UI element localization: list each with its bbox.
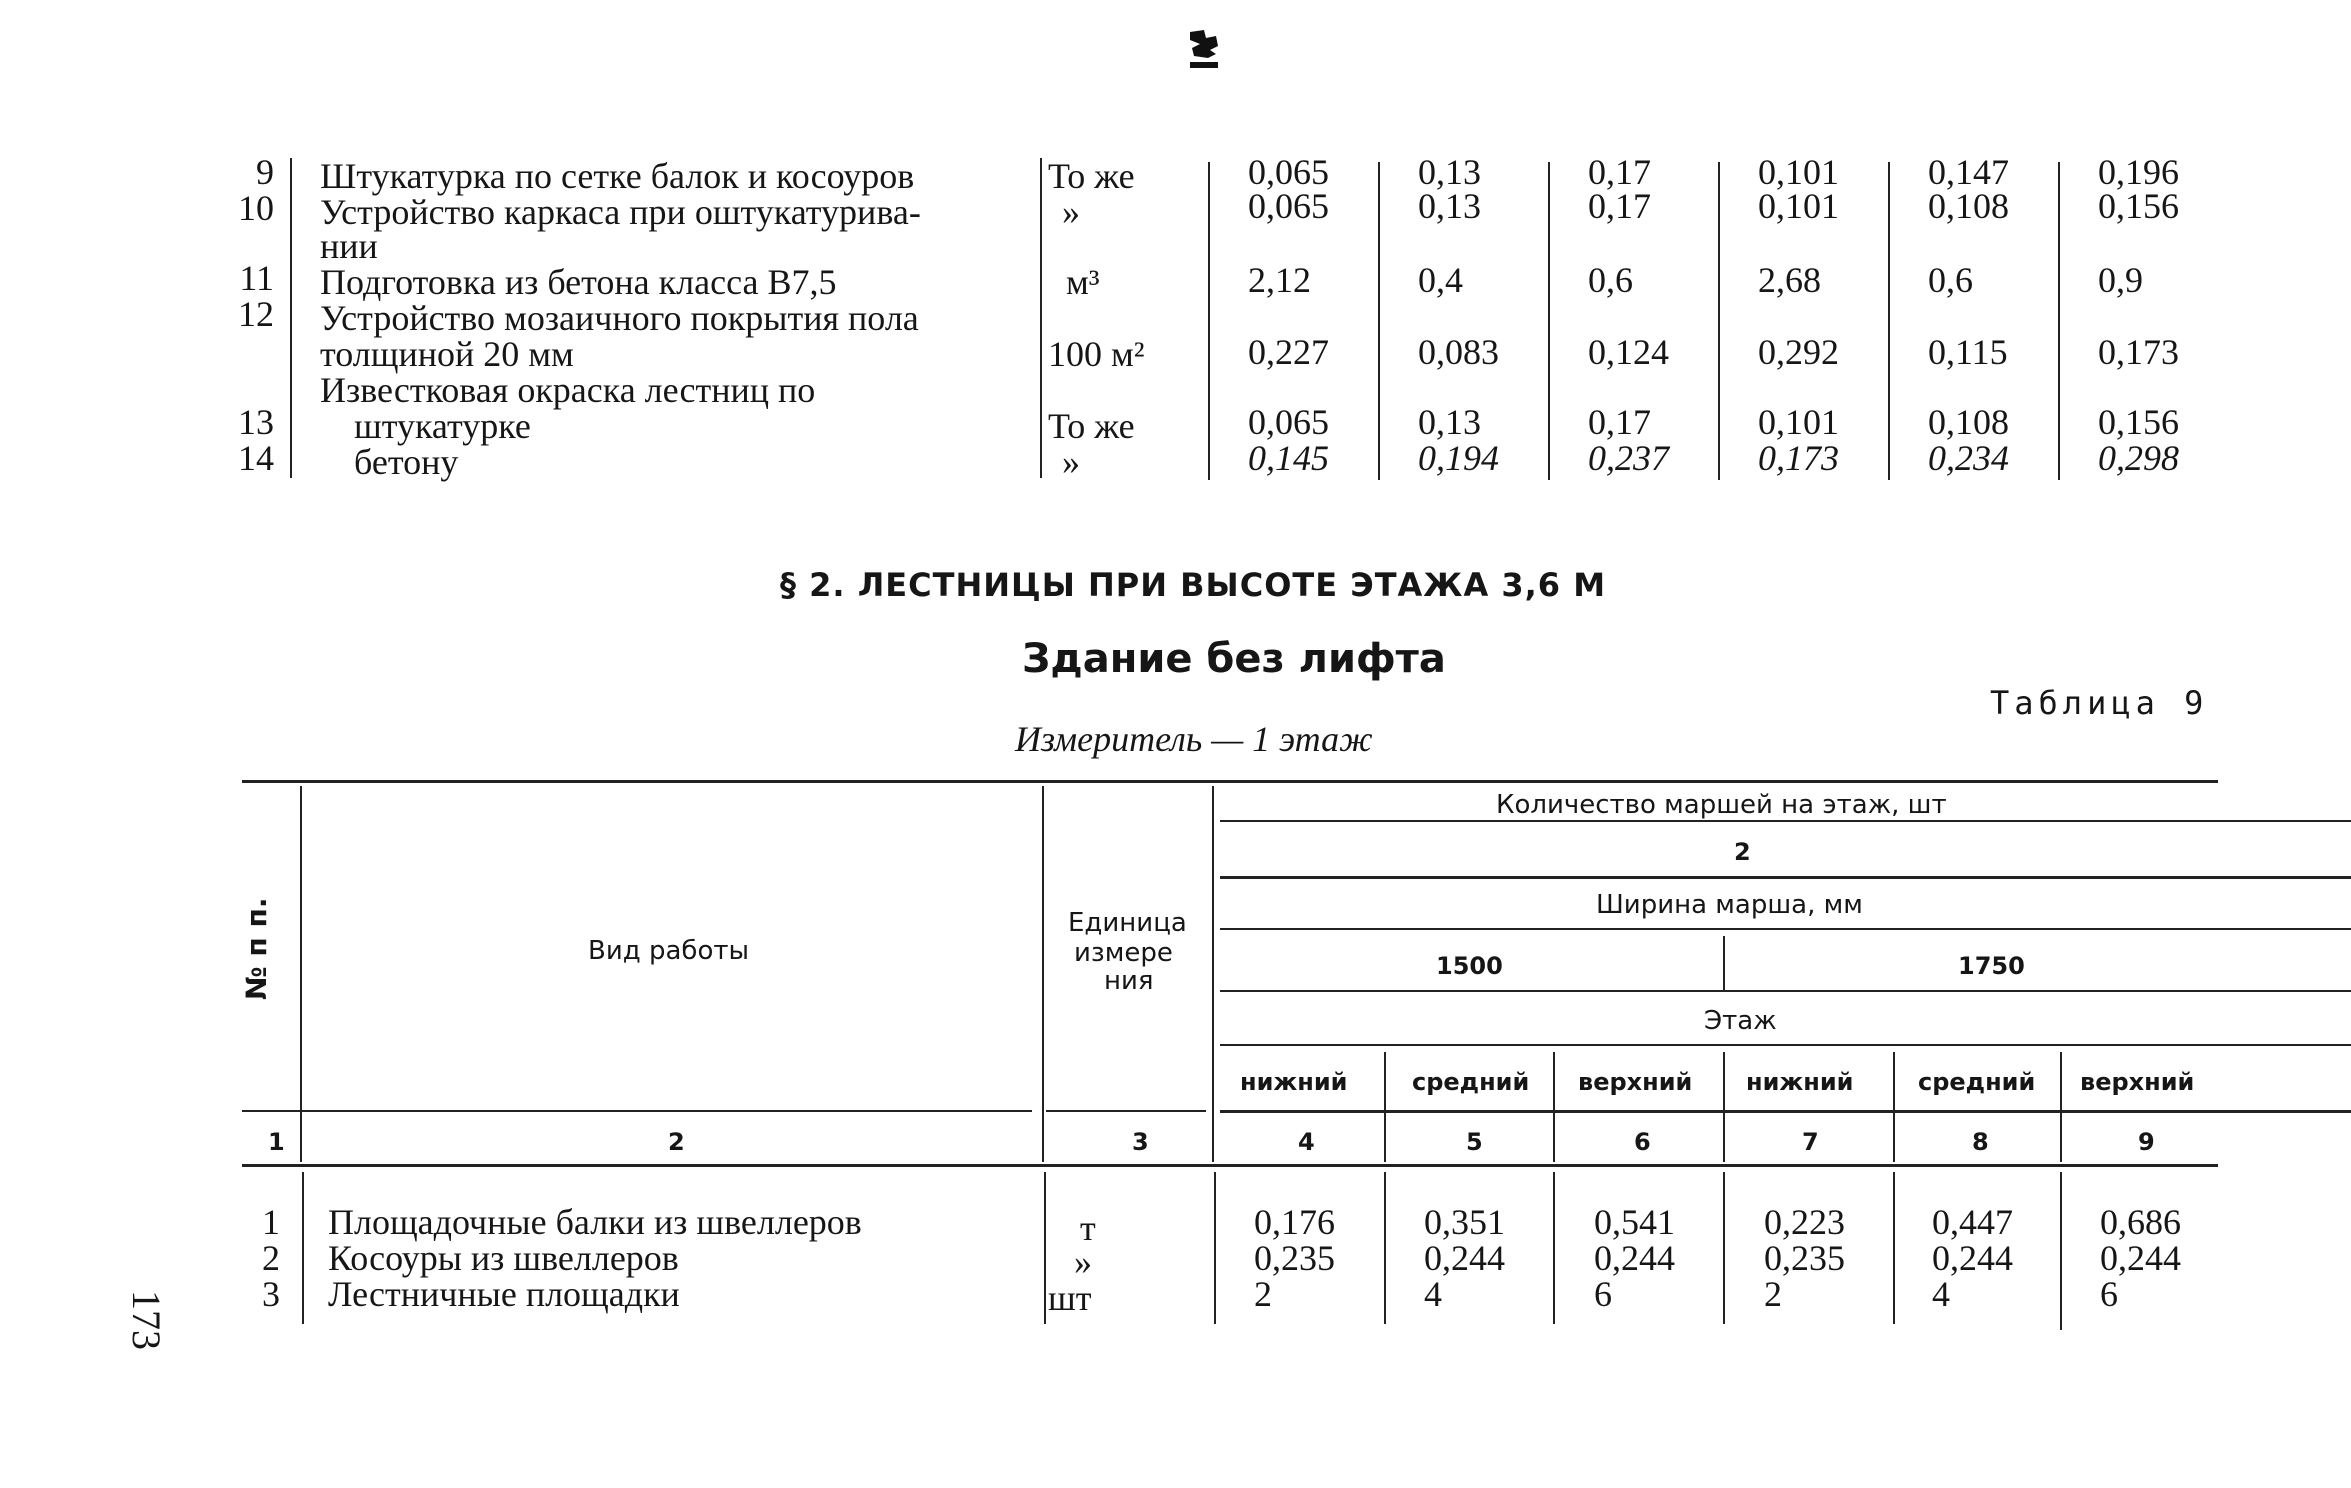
table-row-number: 1 xyxy=(262,1202,280,1242)
col-unit-header-3: ния xyxy=(1104,966,1154,996)
table-cell: 2 xyxy=(1254,1274,1272,1314)
width-1750: 1750 xyxy=(1958,952,2025,980)
table-cell: 0,351 xyxy=(1424,1202,1505,1242)
vrule-body-c6 xyxy=(1553,1172,1555,1324)
floor-middle-2: средний xyxy=(1918,1068,2036,1096)
col-work-header: Вид работы xyxy=(588,936,750,966)
vrule-body-num xyxy=(302,1172,304,1324)
colnum-2: 2 xyxy=(668,1128,685,1156)
cell: 0,145 xyxy=(1248,438,1329,478)
cell: 0,108 xyxy=(1928,402,2009,442)
col-num-header: № п п. xyxy=(240,897,273,1000)
rule-qty-value xyxy=(1220,876,2351,879)
col-unit-header-1: Единица xyxy=(1068,908,1187,938)
cell: 0,065 xyxy=(1248,152,1329,192)
table-row-unit: т xyxy=(1080,1208,1096,1248)
colnum-6: 6 xyxy=(1634,1128,1651,1156)
row-number: 12 xyxy=(238,294,274,334)
table-cell: 0,235 xyxy=(1254,1238,1335,1278)
row-number: 9 xyxy=(256,152,274,192)
vrule-f5 xyxy=(1384,1052,1386,1162)
row-work: Устройство мозаичного покрытия пола xyxy=(320,298,919,338)
vrule-body-c7 xyxy=(1723,1172,1725,1324)
cell: 0,173 xyxy=(2098,332,2179,372)
col-unit-header-2: измере xyxy=(1074,938,1173,968)
floor-lower-1: нижний xyxy=(1240,1068,1348,1096)
rule-c4 xyxy=(1208,162,1210,480)
row-unit: То же xyxy=(1048,406,1135,446)
row-number: 13 xyxy=(238,402,274,442)
row-work: Устройство каркаса при оштукатурива- xyxy=(320,192,921,232)
cell: 0,156 xyxy=(2098,186,2179,226)
cell: 0,196 xyxy=(2098,152,2179,192)
colnum-4: 4 xyxy=(1298,1128,1315,1156)
table-cell: 4 xyxy=(1424,1274,1442,1314)
rule-num xyxy=(290,158,292,478)
cell: 0,173 xyxy=(1758,438,1839,478)
row-number: 11 xyxy=(239,258,274,298)
cell: 0,17 xyxy=(1588,186,1651,226)
table-cell: 0,223 xyxy=(1764,1202,1845,1242)
rule-floors xyxy=(1220,1110,2351,1113)
colnum-5: 5 xyxy=(1466,1128,1483,1156)
page-number: 173 xyxy=(124,1290,169,1350)
cell: 0,17 xyxy=(1588,152,1651,192)
row-work-cont: нии xyxy=(320,226,378,266)
rule-widths xyxy=(1220,990,2351,992)
page-mark-icon xyxy=(1186,28,1222,70)
row-unit: То же xyxy=(1048,156,1135,196)
rule-colnums-unit xyxy=(1046,1110,1206,1112)
cell: 0,298 xyxy=(2098,438,2179,478)
cell: 0,13 xyxy=(1418,152,1481,192)
colnum-9: 9 xyxy=(2138,1128,2155,1156)
cell: 0,9 xyxy=(2098,260,2143,300)
cell: 0,101 xyxy=(1758,402,1839,442)
cell: 0,115 xyxy=(1928,332,2008,372)
vrule-width-split xyxy=(1723,936,1725,992)
row-work: Подготовка из бетона класса В7,5 xyxy=(320,262,837,302)
cell: 0,4 xyxy=(1418,260,1463,300)
rule-c8 xyxy=(1888,162,1890,480)
cell: 0,13 xyxy=(1418,402,1481,442)
table-cell: 0,541 xyxy=(1594,1202,1675,1242)
cell: 0,237 xyxy=(1588,438,1669,478)
floor-middle-1: средний xyxy=(1412,1068,1530,1096)
floor-upper-1: верхний xyxy=(1578,1068,1693,1096)
rule-top xyxy=(242,780,2218,783)
table-row-number: 2 xyxy=(262,1238,280,1278)
vrule-work xyxy=(1042,786,1044,1162)
cell: 0,17 xyxy=(1588,402,1651,442)
rule-unit xyxy=(1040,158,1042,478)
table-cell: 0,176 xyxy=(1254,1202,1335,1242)
row-unit: 100 м² xyxy=(1048,334,1145,374)
table-cell: 6 xyxy=(2100,1274,2118,1314)
cell: 2,68 xyxy=(1758,260,1821,300)
colnum-1: 1 xyxy=(268,1128,285,1156)
table-cell: 2 xyxy=(1764,1274,1782,1314)
cell: 0,065 xyxy=(1248,402,1329,442)
vrule-body-c8 xyxy=(1893,1172,1895,1324)
vrule-unit xyxy=(1212,786,1214,1162)
cell: 0,124 xyxy=(1588,332,1669,372)
cell: 0,194 xyxy=(1418,438,1499,478)
floor-upper-2: верхний xyxy=(2080,1068,2195,1096)
table-cell: 0,447 xyxy=(1932,1202,2013,1242)
cell: 0,234 xyxy=(1928,438,2009,478)
cell: 0,292 xyxy=(1758,332,1839,372)
width-header: Ширина марша, мм xyxy=(1596,890,1863,920)
table-cell: 0,235 xyxy=(1764,1238,1845,1278)
rule-floor xyxy=(1220,1044,2351,1046)
row-unit: » xyxy=(1062,192,1080,232)
rule-width xyxy=(1220,928,2351,930)
row-unit: » xyxy=(1062,442,1080,482)
cell: 0,6 xyxy=(1588,260,1633,300)
table-row-unit: шт xyxy=(1048,1278,1092,1318)
row-work: штукатурке xyxy=(354,406,531,446)
vrule-body-c5 xyxy=(1384,1172,1386,1324)
table-cell: 0,686 xyxy=(2100,1202,2181,1242)
qty-header: Количество маршей на этаж, шт xyxy=(1496,790,1947,820)
measure-caption: Измеритель — 1 этаж xyxy=(1015,719,1373,759)
cell: 0,6 xyxy=(1928,260,1973,300)
row-work: бетону xyxy=(354,442,459,482)
cell: 0,083 xyxy=(1418,332,1499,372)
table-cell: 0,244 xyxy=(1932,1238,2013,1278)
rule-c9 xyxy=(2058,162,2060,480)
row-number: 10 xyxy=(238,188,274,228)
cell: 2,12 xyxy=(1248,260,1311,300)
rule-header-bottom xyxy=(242,1164,2218,1167)
cell: 0,156 xyxy=(2098,402,2179,442)
table-label: Таблица 9 xyxy=(1990,684,2209,722)
table-cell: 0,244 xyxy=(2100,1238,2181,1278)
cell: 0,065 xyxy=(1248,186,1329,226)
cell: 0,147 xyxy=(1928,152,2009,192)
table-cell: 4 xyxy=(1932,1274,1950,1314)
vrule-body-c9 xyxy=(2060,1172,2062,1330)
vrule-body-unit xyxy=(1214,1172,1216,1324)
table-row-number: 3 xyxy=(262,1274,280,1314)
section-title: § 2. ЛЕСТНИЦЫ ПРИ ВЫСОТЕ ЭТАЖА 3,6 М xyxy=(780,566,1607,604)
table-cell: 6 xyxy=(1594,1274,1612,1314)
rule-colnums-left xyxy=(242,1110,1032,1112)
row-number: 14 xyxy=(238,438,274,478)
vrule-f7 xyxy=(1723,1052,1725,1162)
rule-c7 xyxy=(1718,162,1720,480)
vrule-f9 xyxy=(2060,1052,2062,1162)
vrule-f8 xyxy=(1893,1052,1895,1162)
table-row-work: Площадочные балки из швеллеров xyxy=(328,1202,862,1242)
vrule-num xyxy=(300,786,302,1162)
table-row-work: Лестничные площадки xyxy=(328,1274,680,1314)
rule-qty xyxy=(1220,820,2351,822)
table-cell: 0,244 xyxy=(1424,1238,1505,1278)
colnum-7: 7 xyxy=(1802,1128,1819,1156)
subsection-title: Здание без лифта xyxy=(1022,636,1446,682)
row-work-cont: толщиной 20 мм xyxy=(320,334,574,374)
row-unit: м³ xyxy=(1066,262,1100,302)
rule-c6 xyxy=(1548,162,1550,480)
cell: 0,108 xyxy=(1928,186,2009,226)
cell: 0,227 xyxy=(1248,332,1329,372)
vrule-body-work xyxy=(1044,1172,1046,1324)
cell: 0,101 xyxy=(1758,186,1839,226)
table-row-unit: » xyxy=(1074,1242,1092,1282)
floor-header: Этаж xyxy=(1704,1006,1777,1036)
vrule-f6 xyxy=(1553,1052,1555,1162)
rule-c5 xyxy=(1378,162,1380,480)
qty-value: 2 xyxy=(1734,838,1751,866)
table-cell: 0,244 xyxy=(1594,1238,1675,1278)
cell: 0,13 xyxy=(1418,186,1481,226)
row-group-heading: Известковая окраска лестниц по xyxy=(320,370,816,410)
width-1500: 1500 xyxy=(1436,952,1503,980)
table-row-work: Косоуры из швеллеров xyxy=(328,1238,679,1278)
floor-lower-2: нижний xyxy=(1746,1068,1854,1096)
colnum-8: 8 xyxy=(1972,1128,1989,1156)
row-work: Штукатурка по сетке балок и косоуров xyxy=(320,156,915,196)
colnum-3: 3 xyxy=(1132,1128,1149,1156)
cell: 0,101 xyxy=(1758,152,1839,192)
